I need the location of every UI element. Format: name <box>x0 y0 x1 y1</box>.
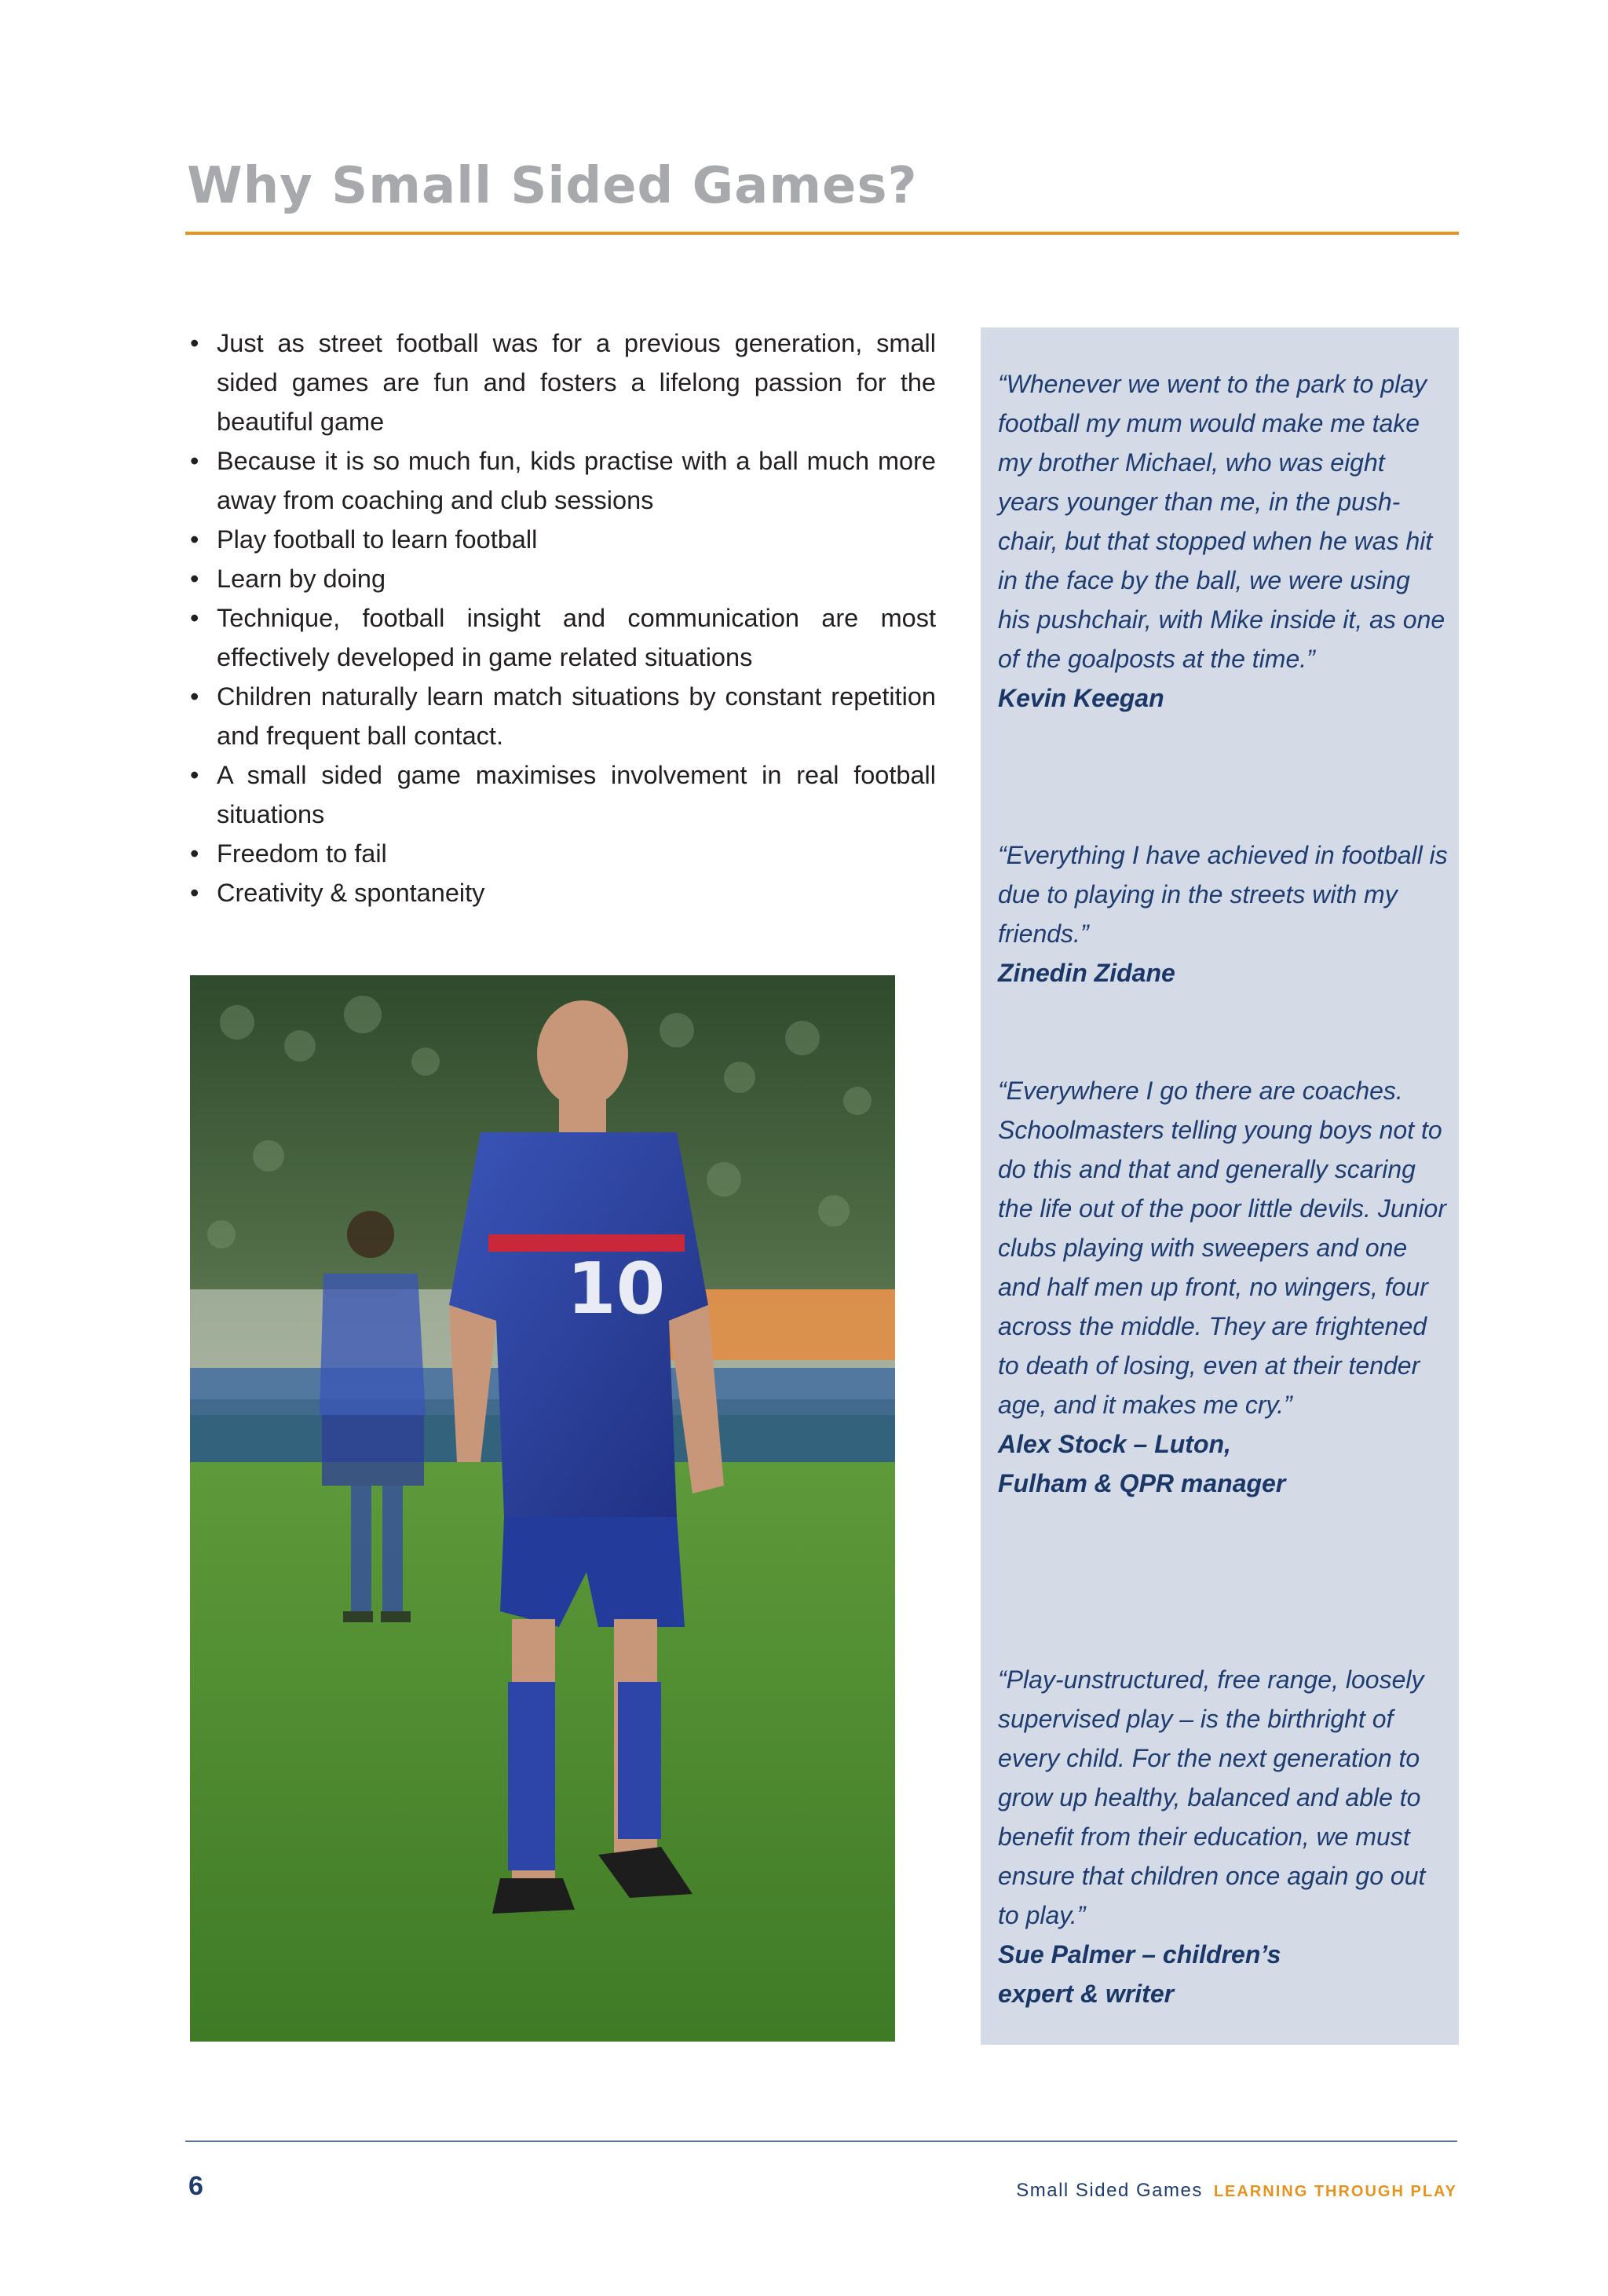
quote-author-role: Fulham & QPR manager <box>998 1469 1286 1497</box>
quote-block <box>998 835 1449 993</box>
list-item: • A small sided game maximises involvement in real football situations <box>188 755 936 834</box>
quote-author: Alex Stock – Luton, <box>998 1430 1231 1458</box>
list-item: • Technique, football insight and communication are most effectively developed in game related situations <box>188 598 936 677</box>
list-item: • Because it is so much fun, kids practise with a ball much more away from coaching and club sessions <box>188 441 936 520</box>
footer-running-title <box>1016 2180 1457 2202</box>
footer-tagline: LEARNING THROUGH PLAY <box>1213 2183 1457 2200</box>
list-item: • Just as street football was for a previous generation, small sided games are fun and fosters a lifelong passion for the beautiful game <box>188 324 936 441</box>
footer-divider <box>185 2141 1457 2142</box>
page-number: 6 <box>188 2171 203 2201</box>
footer-publication-name: Small Sided Games <box>1016 2180 1203 2201</box>
quote-block <box>998 1660 1449 2013</box>
list-item: • Freedom to fail <box>188 834 936 873</box>
list-item: • Children naturally learn match situations by constant repetition and frequent ball contact. <box>188 677 936 755</box>
benefits-list <box>188 324 936 912</box>
quote-text: “Everything I have achieved in football is due to playing in the streets with my friends.” <box>998 841 1448 948</box>
title-divider <box>185 232 1459 235</box>
svg-text:10: 10 <box>567 1248 666 1330</box>
page-title: Why Small Sided Games? <box>187 157 918 215</box>
quote-panel <box>981 327 1459 2045</box>
quote-author: Kevin Keegan <box>998 684 1164 712</box>
list-item: • Play football to learn football <box>188 520 936 559</box>
list-item: • Learn by doing <box>188 559 936 598</box>
quote-block <box>998 1071 1449 1503</box>
quote-author: Sue Palmer – children’s <box>998 1940 1281 1969</box>
quote-text: “Play-unstructured, free range, loosely supervised play – is the birthright of every child. For the next generation to grow up healthy, balanced and able to benefit from their education, we must ensure that children once again go out to play.” <box>998 1665 1426 1929</box>
quote-text: “Everywhere I go there are coaches. Schoolmasters telling young boys not to do this and that and generally scaring the life out of the poor little devils. Junior clubs playing with sweepers and one and half men up front, no wingers, four across the middle. They are frightened to death of losing, even at their tender age, and it makes me cry.” <box>998 1077 1446 1419</box>
football-player-photo <box>190 975 895 2042</box>
list-item: • Creativity & spontaneity <box>188 873 936 912</box>
quote-author-role: expert & writer <box>998 1980 1175 2008</box>
quote-block <box>998 364 1449 718</box>
quote-author: Zinedin Zidane <box>998 959 1175 987</box>
quote-text: “Whenever we went to the park to play football my mum would make me take my brother Michael, who was eight years younger than me, in the push-chair, but that stopped when he was hit in the face by the ball, we were using his pushchair, with Mike inside it, as one of the goalposts at the time.” <box>998 370 1445 673</box>
